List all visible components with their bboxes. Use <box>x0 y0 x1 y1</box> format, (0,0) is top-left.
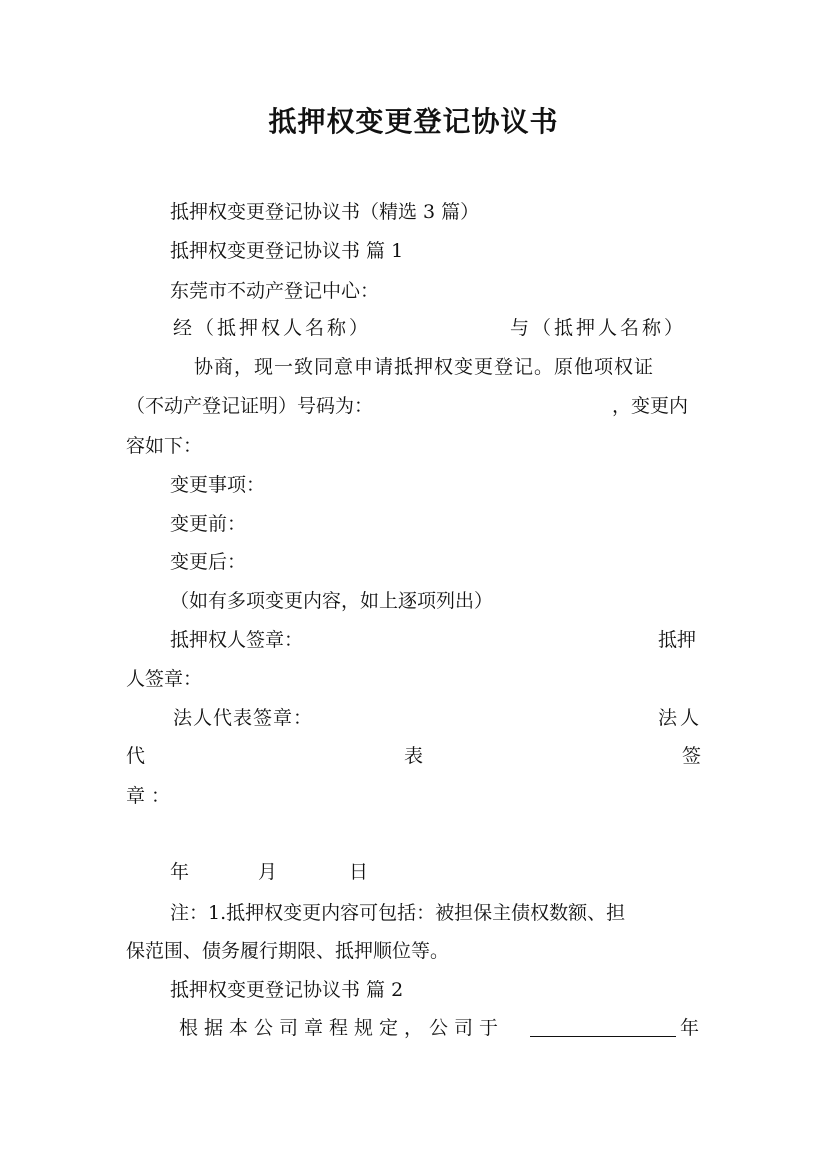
rep-signature-end: 章 ： <box>126 785 171 807</box>
before-change-label: 变更前： <box>170 513 247 535</box>
date-day: 日 <box>349 861 369 883</box>
date-blank-underline <box>530 1016 676 1037</box>
mortgagor-name-line: 与（抵押人名称） <box>510 317 687 339</box>
selection-heading: 抵押权变更登记协议书（精选 3 篇） <box>170 201 480 223</box>
mortgagor-signature-end: 人签章： <box>126 668 203 690</box>
after-change-label: 变更后： <box>170 551 247 573</box>
section-2-heading: 抵押权变更登记协议书 篇 2 <box>170 979 404 1001</box>
section-2-text: 根据本公司章程规定，公司于 <box>179 1017 505 1039</box>
rep-char-qian: 签 <box>681 745 701 767</box>
change-item-label: 变更事项： <box>170 474 266 496</box>
change-content-suffix: 容如下： <box>126 435 203 457</box>
note-line-2: 保范围、债务履行期限、抵押顺位等。 <box>126 940 450 962</box>
note-line-1: 注：1.抵押权变更内容可包括：被担保主债权数额、担 <box>170 902 626 924</box>
consult-line: 协商，现一致同意申请抵押权变更登记。原他项权证 <box>194 356 655 378</box>
legal-rep-spread-line <box>126 744 701 768</box>
date-month: 月 <box>258 861 278 883</box>
date-year: 年 <box>170 861 190 883</box>
legal-rep-signature-label: 法人代表签章： <box>173 707 314 729</box>
mortgagee-name-line: 经（抵押权人名称） <box>173 317 372 339</box>
certificate-number-label: （不动产登记证明）号码为： <box>126 395 374 417</box>
rep-char-dai: 代 <box>126 745 146 767</box>
mortgagor-signature-start: 抵押 <box>658 629 697 651</box>
document-title: 抵押权变更登记协议书 <box>268 105 559 138</box>
addressee: 东莞市不动产登记中心： <box>170 280 380 302</box>
legal-rep-right-start: 法人 <box>658 707 703 729</box>
change-content-prefix: ，变更内 <box>612 395 689 417</box>
rep-char-biao: 表 <box>403 745 423 767</box>
mortgagee-signature-label: 抵押权人签章： <box>170 629 304 651</box>
multiple-changes-note: （如有多项变更内容，如上逐项列出） <box>170 590 494 612</box>
section-1-heading: 抵押权变更登记协议书 篇 1 <box>170 240 404 262</box>
section-2-year: 年 <box>680 1017 700 1039</box>
